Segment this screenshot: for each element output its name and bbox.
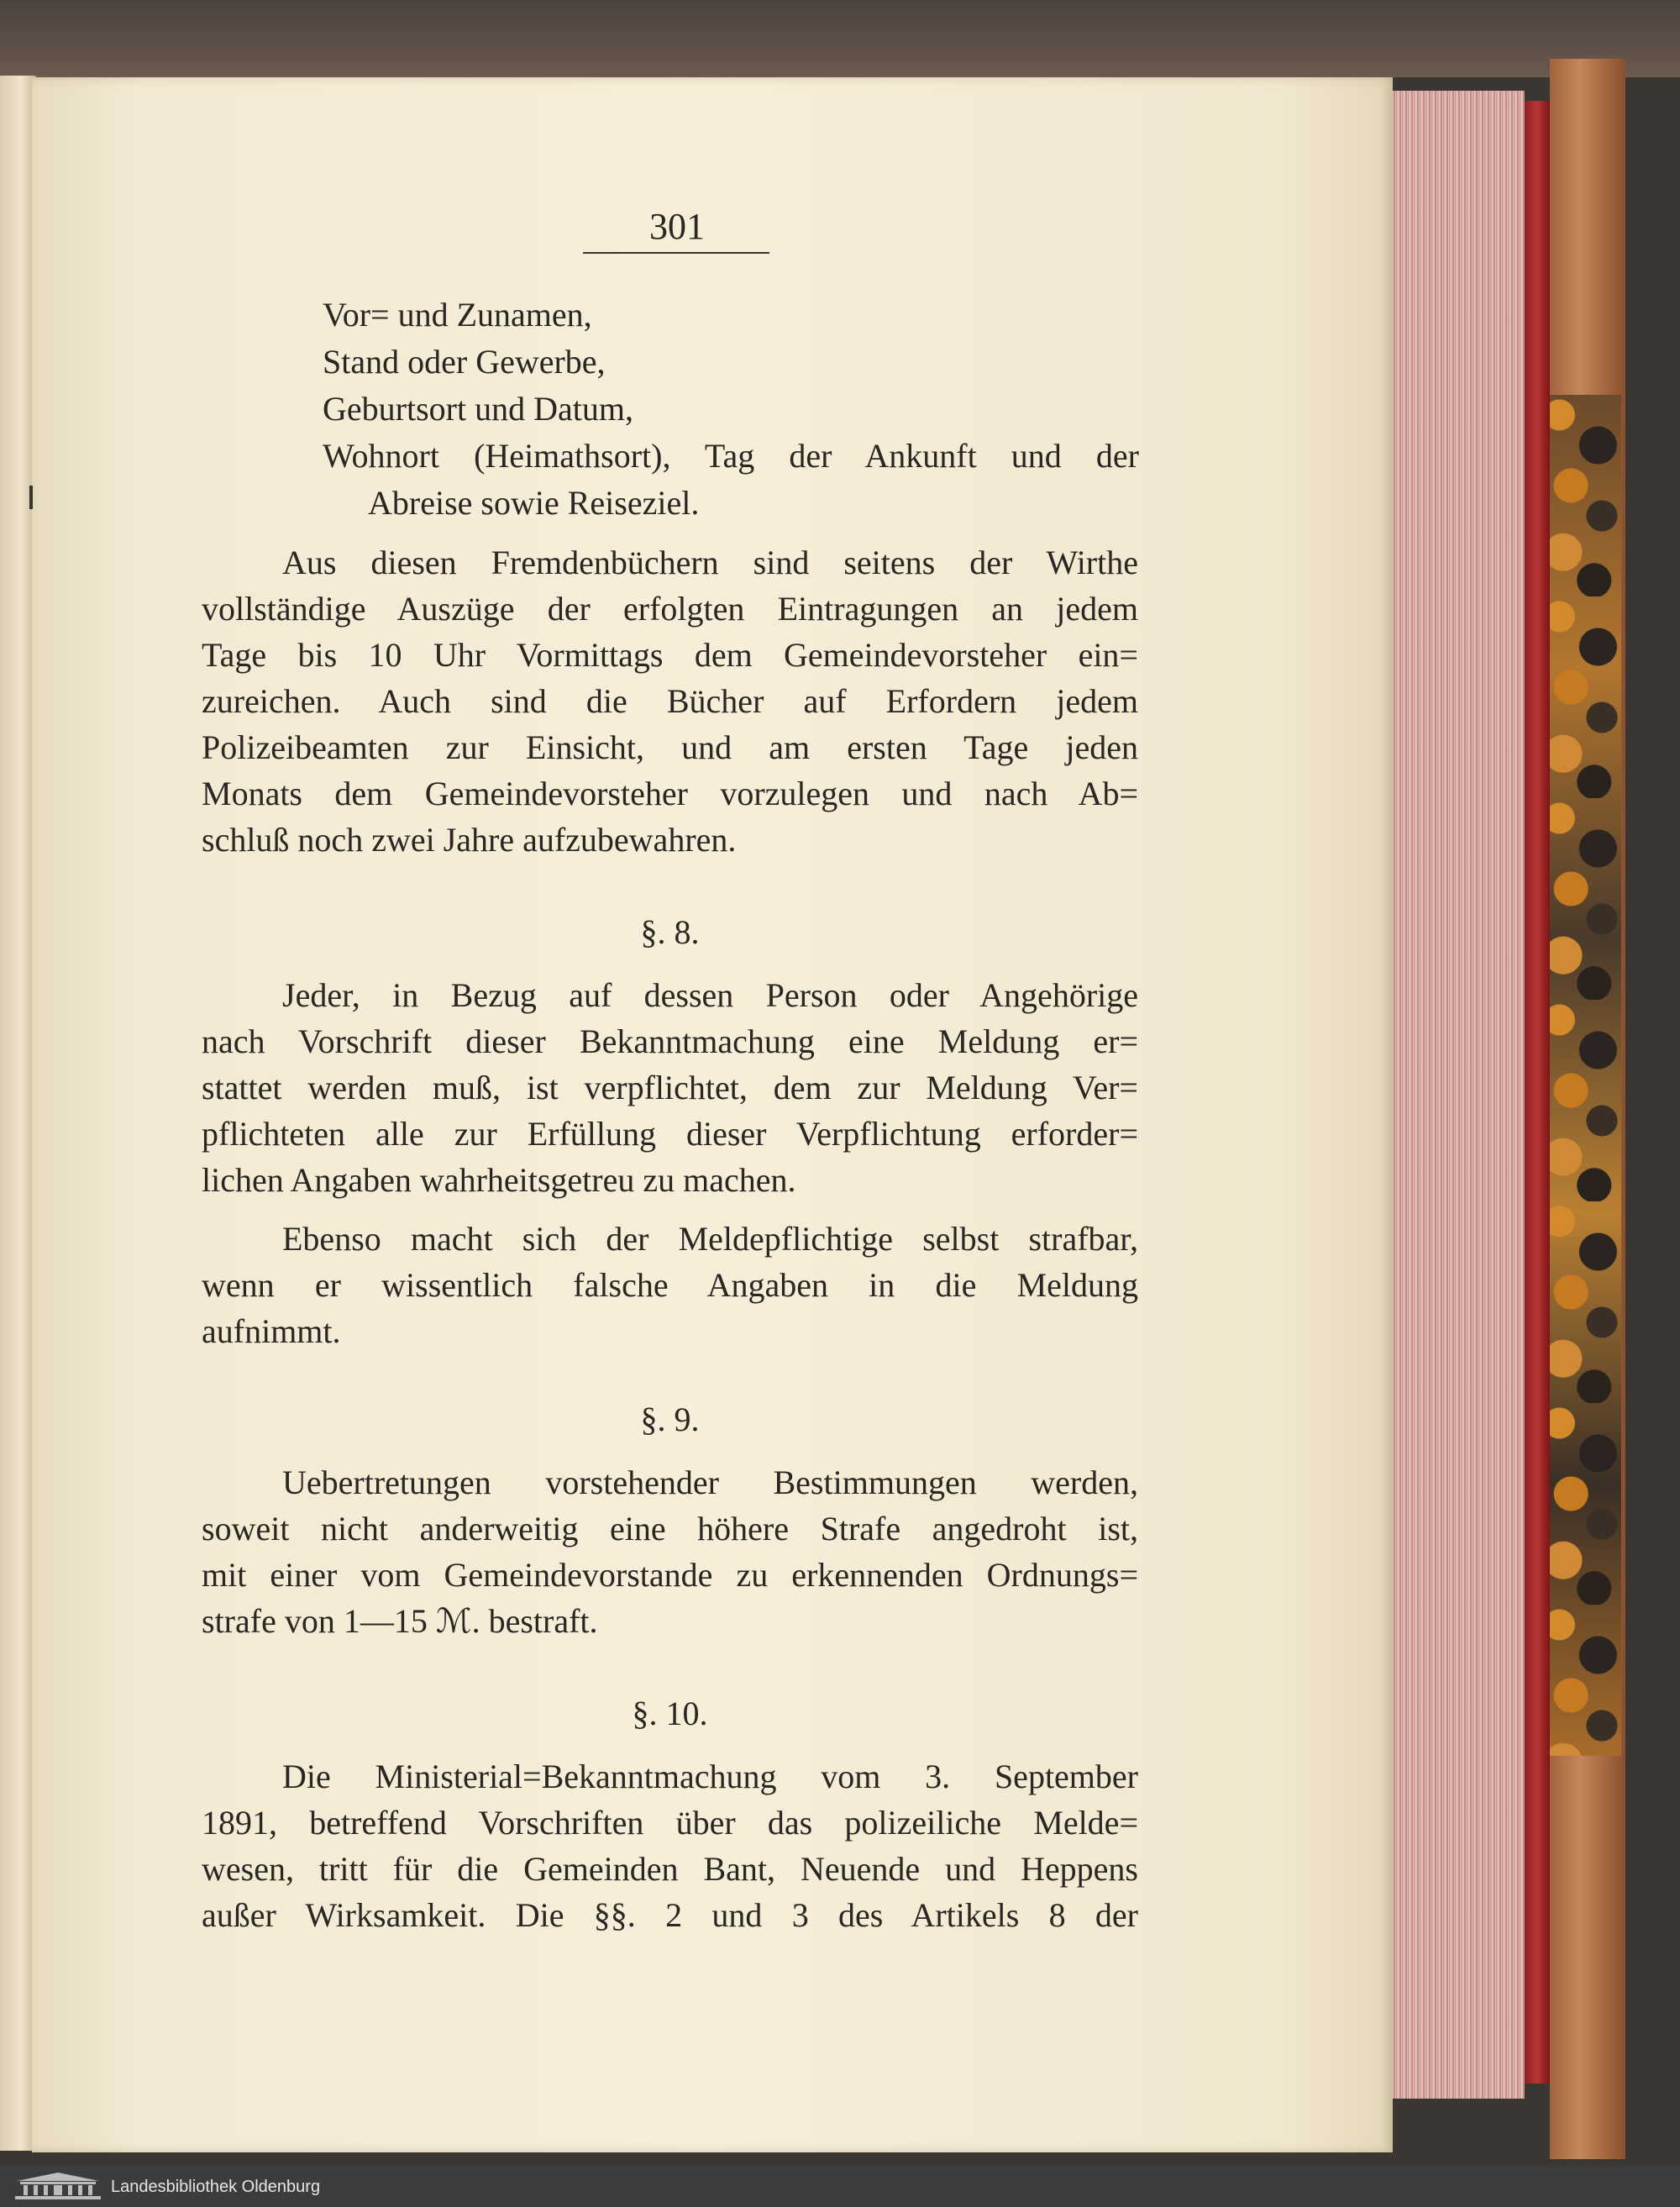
paragraph-line: mit einer vom Gemeindevorstande zu erkennenden Ordnungs= (202, 1556, 1138, 1594)
paragraph-line: vollständige Auszüge der erfolgten Eintragungen an jedem (202, 590, 1138, 628)
page-number-rule (583, 252, 769, 254)
red-edge-band (1525, 101, 1550, 2084)
page-number: 301 (649, 206, 705, 247)
paragraph-line: soweit nicht anderweitig eine höhere Strafe angedroht ist, (202, 1510, 1138, 1548)
paragraph-line: stattet werden muß, ist verpflichtet, dem zur Meldung Ver= (202, 1069, 1138, 1106)
paragraph-line: Polizeibeamten zur Einsicht, und am ersten Tage jeden (202, 728, 1138, 766)
paragraph-line: Ebenso macht sich der Meldepflichtige selbst strafbar, (282, 1220, 1138, 1258)
page-edges (1390, 91, 1525, 2099)
paragraph-line: Tage bis 10 Uhr Vormittags dem Gemeindevorsteher ein= (202, 636, 1138, 674)
paragraph-line: schluß noch zwei Jahre aufzubewahren. (202, 821, 737, 859)
paragraph-line: lichen Angaben wahrheitsgetreu zu machen. (202, 1161, 796, 1199)
library-building-icon (13, 2171, 102, 2201)
paragraph-line: Die Ministerial=Bekanntmachung vom 3. September (282, 1758, 1138, 1795)
marbled-cover (1544, 395, 1621, 1756)
library-name: Landesbibliothek Oldenburg (111, 2178, 321, 2196)
list-item: Wohnort (Heimathsort), Tag der Ankunft und der (323, 437, 1139, 475)
paragraph-line: 1891, betreffend Vorschriften über das polizeiliche Melde= (202, 1804, 1138, 1842)
paragraph-line: Aus diesen Fremdenbüchern sind seitens der Wirthe (282, 544, 1138, 581)
cover-top (0, 0, 1680, 77)
paragraph-line: Monats dem Gemeindevorsteher vorzulegen und nach Ab= (202, 775, 1138, 812)
paragraph-line: nach Vorschrift dieser Bekanntmachung eine Meldung er= (202, 1022, 1138, 1060)
list-item: Stand oder Gewerbe, (323, 343, 606, 381)
margin-mark (29, 486, 33, 509)
section-heading: §. 8. (640, 913, 700, 951)
paragraph-line: aufnimmt. (202, 1312, 341, 1350)
paragraph-line: pflichteten alle zur Erfüllung dieser Verpflichtung erforder= (202, 1115, 1138, 1153)
paragraph-line: zureichen. Auch sind die Bücher auf Erfordern jedem (202, 682, 1138, 720)
section-heading: §. 9. (640, 1400, 700, 1438)
paragraph-line: außer Wirksamkeit. Die §§. 2 und 3 des Artikels 8 der (202, 1896, 1138, 1934)
list-item: Vor= und Zunamen, (323, 296, 592, 334)
list-item: Geburtsort und Datum, (323, 390, 633, 428)
paragraph-line: strafe von 1—15 ℳ. bestraft. (202, 1602, 598, 1640)
paragraph-line: Uebertretungen vorstehender Bestimmungen werden, (282, 1463, 1138, 1501)
list-item: Abreise sowie Reiseziel. (368, 484, 700, 522)
section-heading: §. 10. (632, 1695, 708, 1732)
paragraph-line: Jeder, in Bezug auf dessen Person oder Angehörige (282, 976, 1138, 1014)
paragraph-line: wenn er wissentlich falsche Angaben in die Meldung (202, 1266, 1138, 1304)
paragraph-line: wesen, tritt für die Gemeinden Bant, Neuende und Heppens (202, 1850, 1138, 1888)
